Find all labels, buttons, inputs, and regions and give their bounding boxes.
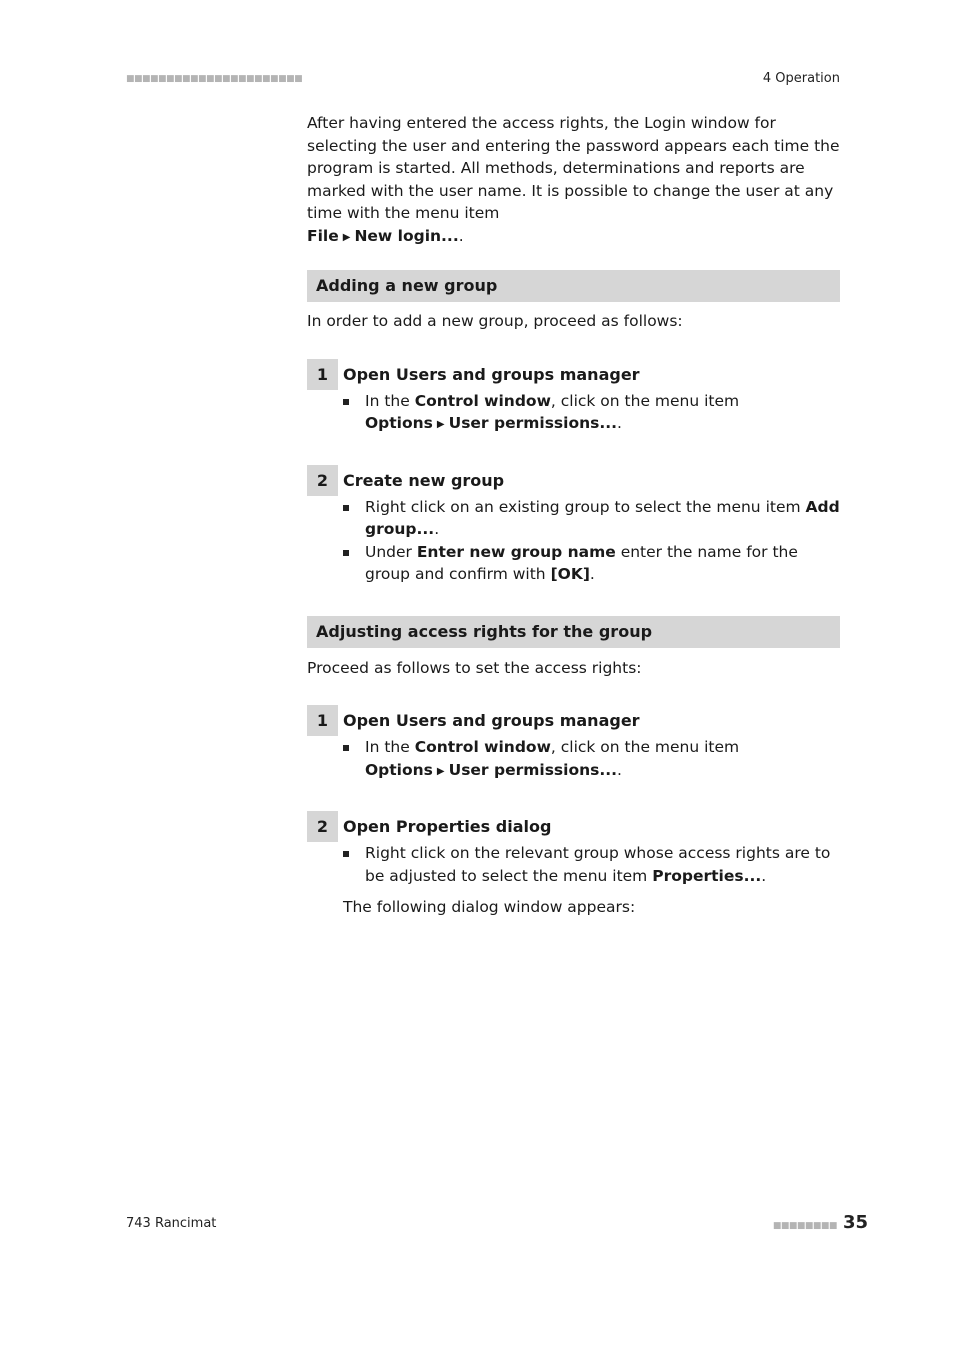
header-decoration: ■■■■■■■■■■■■■■■■■■■■■■ (126, 74, 303, 84)
bullet-square-icon (343, 851, 349, 857)
bullet-square-icon (343, 745, 349, 751)
bullet-square-icon (343, 505, 349, 511)
bullet-item: Under Enter new group name enter the name for the group and confirm with [OK]. (343, 541, 840, 586)
step-note: The following dialog window appears: (343, 898, 636, 916)
bullet-item: Right click on an existing group to select the menu item Add group.... (343, 496, 840, 541)
menu-new-login: New login... (354, 226, 459, 245)
step-title: Open Users and groups manager (343, 711, 640, 730)
page-content (307, 112, 840, 919)
step-2 (307, 465, 840, 586)
step-title: Open Properties dialog (343, 817, 552, 836)
page-number-block (773, 1212, 868, 1233)
step-number: 2 (307, 465, 338, 496)
bullet-item: In the Control window, click on the menu item Options ▶ User permissions.... (343, 736, 840, 784)
step-2 (307, 811, 840, 919)
bullet-item: Right click on the relevant group whose access rights are to be adjusted to select the menu item Properties.... (343, 842, 840, 887)
bullet-item: In the Control window, click on the menu item Options ▶ User permissions.... (343, 390, 840, 438)
step-1 (307, 359, 840, 438)
step-number: 2 (307, 811, 338, 842)
section-heading-adding-group: Adding a new group (307, 270, 840, 302)
product-name: 743 Rancimat (126, 1216, 217, 1231)
menu-file: File (307, 226, 339, 245)
section-intro: Proceed as follows to set the access rights: (307, 658, 642, 677)
step-number: 1 (307, 705, 338, 736)
bullet-square-icon (343, 550, 349, 556)
menu-arrow-icon: ▶ (436, 765, 445, 777)
section-heading-access-rights: Adjusting access rights for the group (307, 616, 840, 648)
step-1 (307, 705, 840, 784)
step-number: 1 (307, 359, 338, 390)
intro-text: After having entered the access rights, the Login window for selecting the user and entering the password appears each time the program is started. All methods, determinations and reports are marked with the user name. It is possible to change the user at any time with the menu item (307, 114, 840, 222)
footer-decoration: ■■■■■■■■ (772, 1221, 837, 1231)
chapter-title: 4 Operation (762, 71, 840, 86)
menu-arrow-icon: ▶ (342, 231, 351, 243)
bullet-square-icon (343, 399, 349, 405)
step-title: Create new group (343, 470, 505, 490)
intro-paragraph: After having entered the access rights, the Login window for selecting the user and entering the password appears each time the program is started. All methods, determinations and reports are marked with the user name. It is possible to change the user at any time with the menu item File ▶ New login.... (307, 114, 840, 245)
section-intro: In order to add a new group, proceed as follows: (307, 312, 683, 330)
step-title: Open Users and groups manager (343, 364, 640, 384)
page-number: 35 (842, 1212, 868, 1233)
menu-arrow-icon: ▶ (436, 419, 445, 430)
